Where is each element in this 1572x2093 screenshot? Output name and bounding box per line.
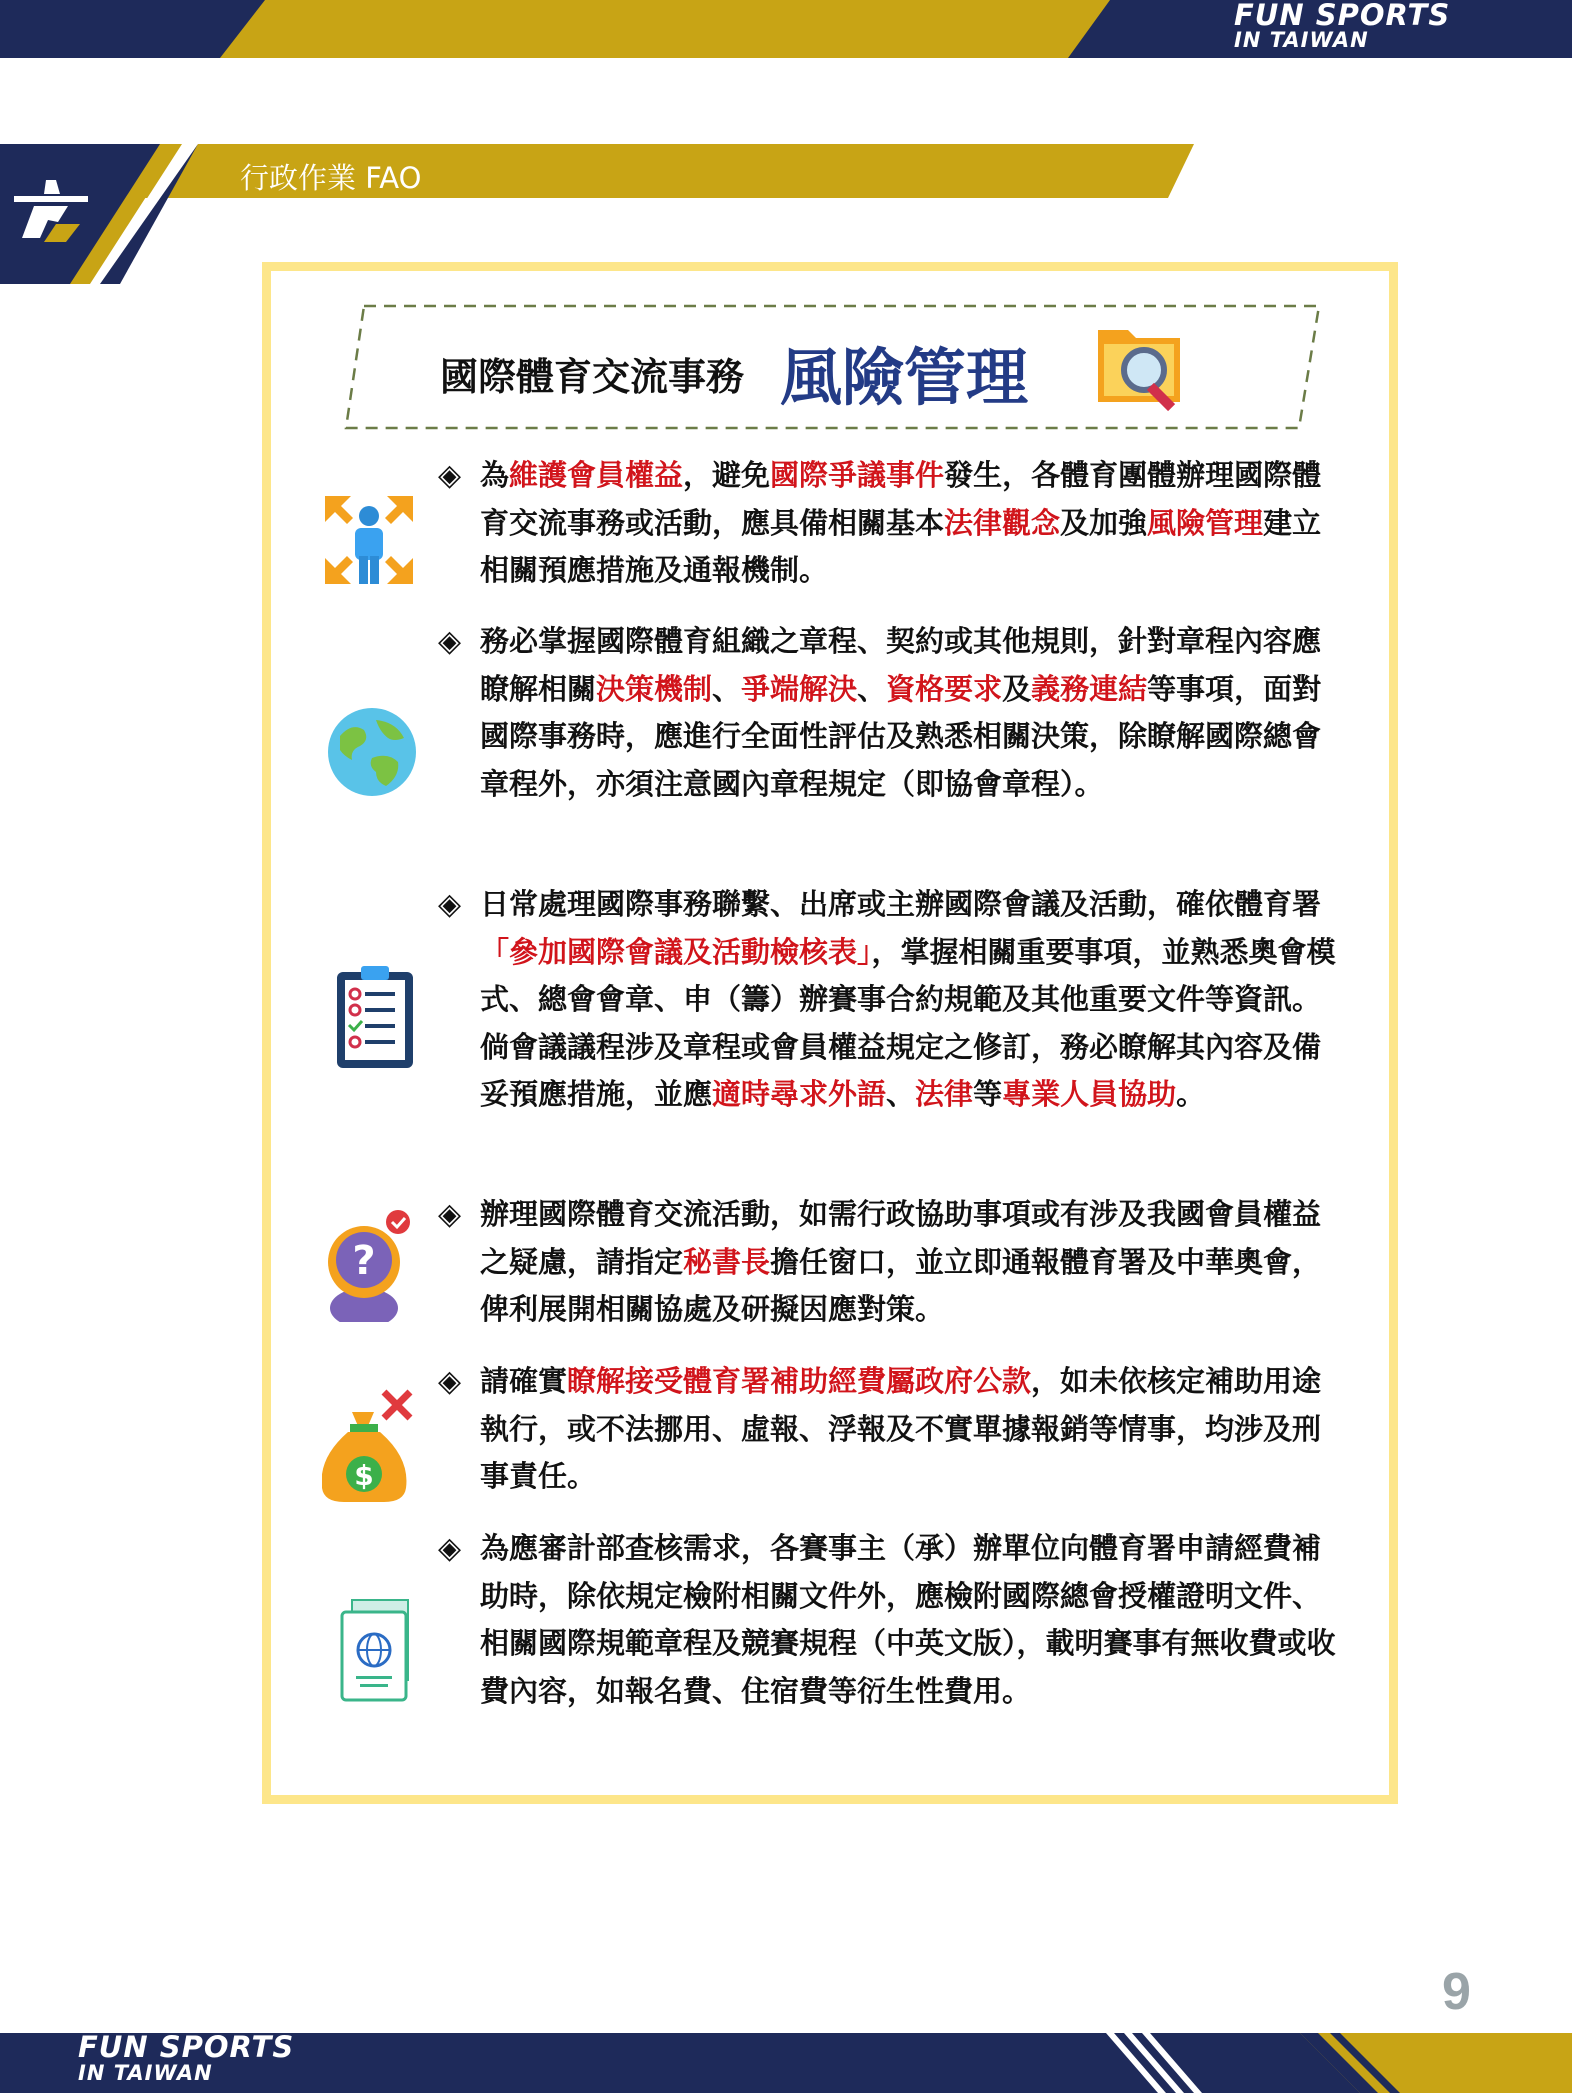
item-text [480, 1525, 1338, 1715]
section-title: 行政作業 FAO [240, 161, 422, 195]
item-text [480, 1191, 1338, 1334]
body-text: 發生，各體育團體辦理國際體育交流事務或活動，應具備相關基本 [480, 458, 1322, 540]
list-item-1: ◈ 為維護會員權益，避免國際爭議事件發生，各體育團體辦理國際體育交流事務或活動，應具備相關基本法律觀念及加強風險管理建立相關預應措施及通報機制。 [438, 452, 1338, 595]
svg-text:?: ? [352, 1238, 376, 1284]
body-text: 及 [1002, 671, 1032, 706]
passport-icon [338, 1598, 414, 1704]
body-text: ，避免 [683, 458, 771, 492]
highlight-text: 「參加國際會議及活動檢核表」 [480, 934, 872, 969]
body-text: 、 [886, 1077, 916, 1112]
people-arrows-icon [323, 494, 415, 586]
highlight-text: 資格要求 [886, 671, 1003, 706]
body-text: 請確實 [480, 1364, 568, 1398]
body-text: 、 [712, 671, 742, 706]
sports-administration-logo [14, 176, 94, 246]
highlight-text: 瞭解接受體育署補助經費屬政府公款 [567, 1364, 1032, 1398]
header-brand-line1: FUN SPORTS [1234, 0, 1451, 32]
highlight-text: 風險管理 [1147, 505, 1264, 540]
list-item-6: ◈ 為應審計部查核需求，各賽事主（承）辦單位向體育署申請經費補助時，除依規定檢附相關文件外，應檢附國際總會授權證明文件、相關國際規範章程及競賽規程（中英文版），載明賽事有無收費或收費內容，如報名費、住宿費等衍生性費用。 [438, 1525, 1338, 1715]
footer-brand-line1: FUN SPORTS [78, 2030, 295, 2064]
body-text: 為應審計部查核需求，各賽事主（承）辦單位向體育署申請經費補助時，除依規定檢附相關文件外，應檢附國際總會授權證明文件、相關國際規範章程及競賽規程（中英文版），載明賽事有無收費或收費內容，如報名費、住宿費等衍生性費用。 [480, 1531, 1336, 1708]
folder-search-icon [1094, 322, 1194, 414]
item-text [480, 1358, 1338, 1501]
card-title-main: 風險管理 [780, 341, 1029, 414]
question-person-icon [322, 1208, 416, 1322]
highlight-text: 爭端解決 [741, 671, 858, 706]
body-text: 辦理國際體育交流活動，如需行政協助事項或有涉及我國會員權益之疑慮，請指定 [480, 1197, 1322, 1279]
list-item-3: ◈ 日常處理國際事務聯繫、出席或主辦國際會議及活動，確依體育署「參加國際會議及活動檢核表」，掌握相關重要事項，並熟悉奧會模式、總會會章、申（籌）辦賽事合約規範及其他重要文件等資訊。倘會議議程涉及章程或會員權益規定之修訂，務必瞭解其內容及備妥預應措施，並應適時尋求外語、法律等專業人員協助。 [438, 881, 1338, 1119]
globe-icon [326, 706, 418, 798]
highlight-text: 國際爭議事件 [770, 458, 945, 492]
body-text: 務必掌握國際體育組織之章程、契約或其他規則，針對章程內容應瞭解相關 [480, 624, 1322, 706]
highlight-text: 決策機制 [596, 671, 713, 706]
highlight-text: 法律 [915, 1077, 974, 1112]
item-text [480, 452, 1338, 595]
footer-brand-line2: IN TAIWAN [78, 2061, 213, 2085]
body-text: 及加強 [1060, 505, 1148, 540]
checklist-clipboard-icon [333, 962, 419, 1072]
money-bag-cross-icon [322, 1386, 416, 1506]
list-item-5: ◈ 請確實瞭解接受體育署補助經費屬政府公款，如未依核定補助用途執行，或不法挪用、虛報、浮報及不實單據報銷等情事，均涉及刑事責任。 [438, 1358, 1338, 1501]
body-text: 。 [1176, 1077, 1206, 1112]
body-text: 日常處理國際事務聯繫、出席或主辦國際會議及活動，確依體育署 [480, 887, 1322, 921]
body-text: ，如未依核定補助用途執行，或不法挪用、虛報、浮報及不實單據報銷等情事，均涉及刑事責任。 [480, 1364, 1322, 1494]
item-text [480, 881, 1338, 1119]
svg-text:$: $ [354, 1459, 374, 1492]
highlight-text: 適時尋求外語 [712, 1077, 887, 1112]
list-item-2: ◈ 務必掌握國際體育組織之章程、契約或其他規則，針對章程內容應瞭解相關決策機制、爭端解決、資格要求及義務連結等事項，面對國際事務時，應進行全面性評估及熟悉相關決策，除瞭解國際總會章程外，亦須注意國內章程規定（即協會章程）。 [438, 618, 1338, 808]
page-number: 9 [1442, 1963, 1471, 2021]
highlight-text: 義務連結 [1031, 671, 1148, 706]
highlight-text: 法律觀念 [944, 505, 1061, 540]
body-text: ，掌握相關重要事項，並熟悉奧會模式、總會會章、申（籌）辦賽事合約規範及其他重要文件等資訊。倘會議議程涉及章程或會員權益規定之修訂，務必瞭解其內容及備妥預應措施，並應 [480, 934, 1336, 1112]
body-text: 等事項，面對國際事務時，應進行全面性評估及熟悉相關決策，除瞭解國際總會章程外，亦須注意國內章程規定（即協會章程）。 [480, 671, 1322, 801]
item-text [480, 618, 1338, 808]
body-text: 等 [973, 1077, 1003, 1112]
highlight-text: 專業人員協助 [1002, 1077, 1177, 1112]
list-item-4: ◈ 辦理國際體育交流活動，如需行政協助事項或有涉及我國會員權益之疑慮，請指定秘書長擔任窗口，並立即通報體育署及中華奧會，俾利展開相關協處及研擬因應對策。 [438, 1191, 1338, 1334]
card-title-prefix: 國際體育交流事務 [440, 355, 745, 399]
body-text: 建立相關預應措施及通報機制。 [480, 505, 1322, 588]
highlight-text: 秘書長 [683, 1244, 771, 1279]
header-brand-line2: IN TAIWAN [1234, 28, 1369, 52]
highlight-text: 維護會員權益 [509, 458, 684, 492]
body-text: 、 [857, 671, 887, 706]
body-text: 擔任窗口，並立即通報體育署及中華奧會，俾利展開相關協處及研擬因應對策。 [480, 1244, 1322, 1327]
body-text: 為 [480, 458, 510, 492]
